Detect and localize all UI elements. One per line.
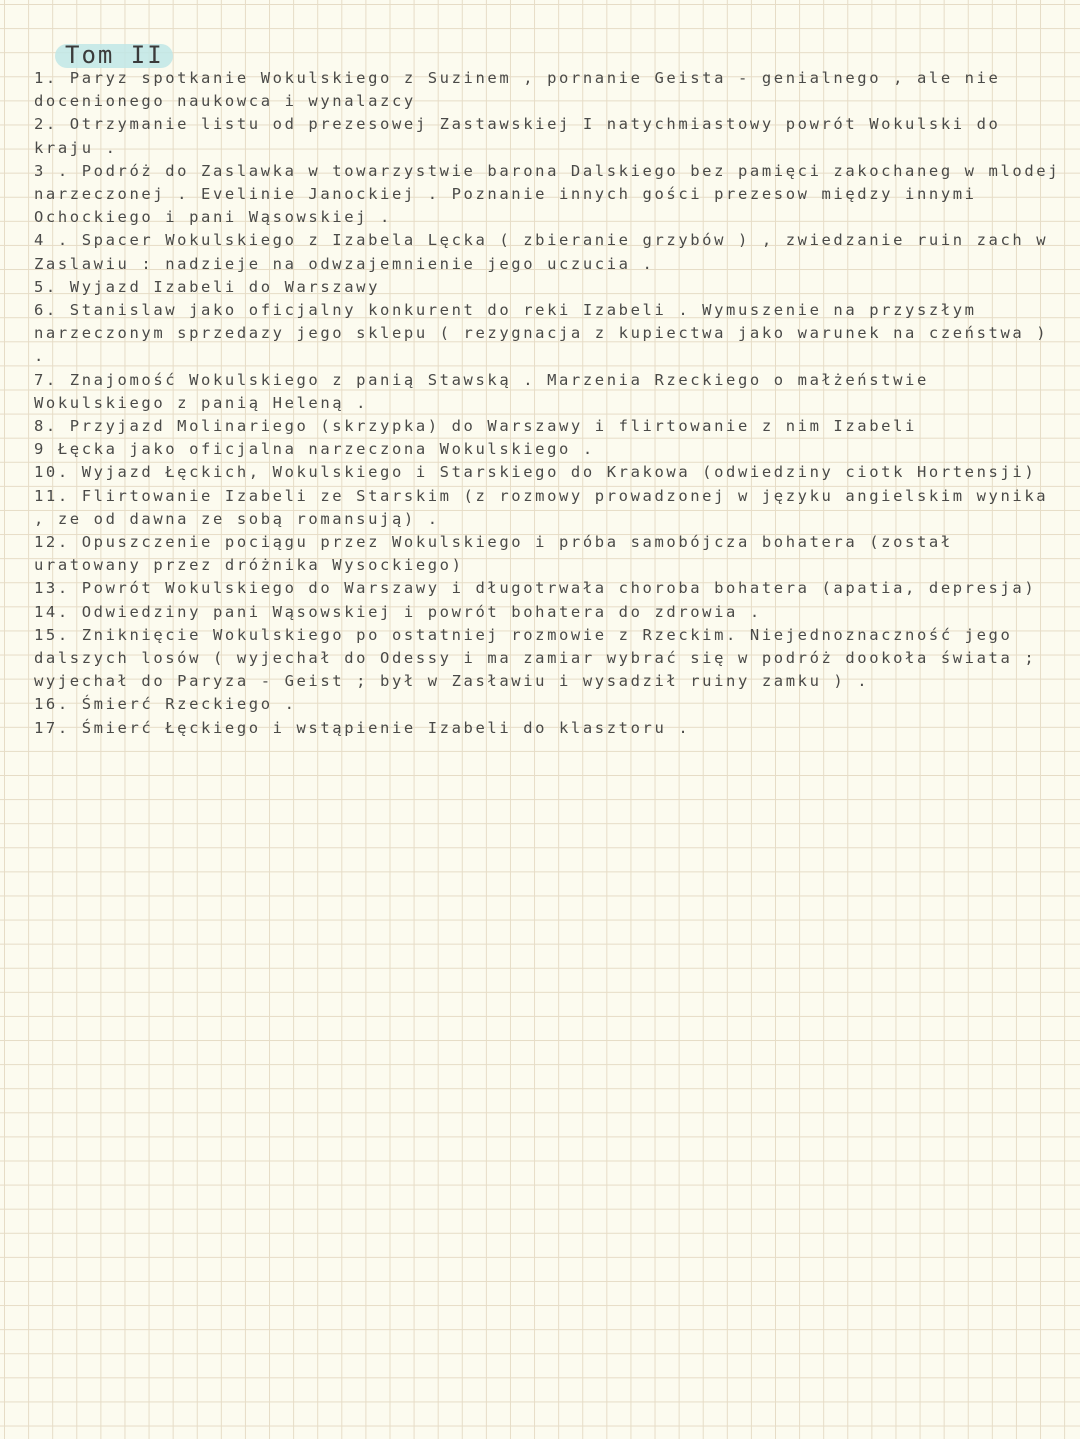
list-item: 3 . Podróż do Zaslawka w towarzystwie barona Dalskiego bez pamięci zakochaneg w mlodej narzeczonej . Evelinie Janockiej . Poznanie innych gości prezesow między innymi Ochockiego i pani Wąsowskiej . — [34, 161, 1073, 227]
list-item: 14. Odwiedziny pani Wąsowskiej i powrót bohatera do zdrowia . — [34, 602, 762, 621]
list-item: 2. Otrzymanie listu od prezesowej Zastawskiej I natychmiastowy powrót Wokulski do kraju . — [34, 115, 1013, 157]
list-item: 1. Paryz spotkanie Wokulskiego z Suzinem , pornanie Geista - genialnego , ale nie docenionego naukowca i wynalazcy — [34, 69, 1013, 111]
list-item: 11. Flirtowanie Izabeli ze Starskim (z rozmowy prowadzonej w języku angielskim wynika , ze od dawna ze sobą romansują) . — [34, 486, 1061, 528]
list-item: 7. Znajomość Wokulskiego z panią Stawską . Marzenia Rzeckiego o małżeństwie Wokulskiego z panią Heleną . — [34, 370, 941, 412]
list-item: 13. Powrót Wokulskiego do Warszawy i długotrwała choroba bohatera (apatia, depresja) — [34, 579, 1037, 598]
list-item: 10. Wyjazd Łęckich, Wokulskiego i Starskiego do Krakowa (odwiedziny ciotk Hortensji) — [34, 463, 1037, 482]
list-item: 5. Wyjazd Izabeli do Warszawy — [34, 277, 381, 296]
list-item: 12. Opuszczenie pociągu przez Wokulskiego i próba samobójcza bohatera (został uratowany przez dróżnika Wysockiego) — [34, 533, 965, 575]
title-block — [55, 40, 164, 70]
plot-summary-list — [34, 67, 1073, 740]
page-title: Tom II — [65, 41, 164, 69]
list-item: 6. Stanislaw jako oficjalny konkurent do reki Izabeli . Wymuszenie na przyszłym narzeczonym sprzedazy jego sklepu ( rezygnacja z kupiectwa jako warunek na czeństwa ) . — [34, 301, 1061, 366]
list-item: 9 Łęcka jako oficjalna narzeczona Wokulskiego . — [34, 440, 595, 459]
list-item: 8. Przyjazd Molinariego (skrzypka) do Warszawy i flirtowanie z nim Izabeli — [34, 417, 917, 436]
list-item: 16. Śmierć Rzeckiego . — [34, 695, 297, 714]
list-item: 17. Śmierć Łęckiego i wstąpienie Izabeli do klasztoru . — [34, 718, 691, 737]
list-item: 4 . Spacer Wokulskiego z Izabela Lęcka ( zbieranie grzybów ) , zwiedzanie ruin zach w Zaslawiu : nadzieje na odwzajemnienie jego uczucia . — [34, 231, 1061, 273]
list-item: 15. Zniknięcie Wokulskiego po ostatniej rozmowie z Rzeckim. Niejednoznaczność jego dalszych losów ( wyjechał do Odessy i ma zamiar wybrać się w podróż dookoła świata ; wyjechał do Paryza - Geist ; był w Zasławiu i wysadził ruiny zamku ) . — [34, 625, 1049, 691]
